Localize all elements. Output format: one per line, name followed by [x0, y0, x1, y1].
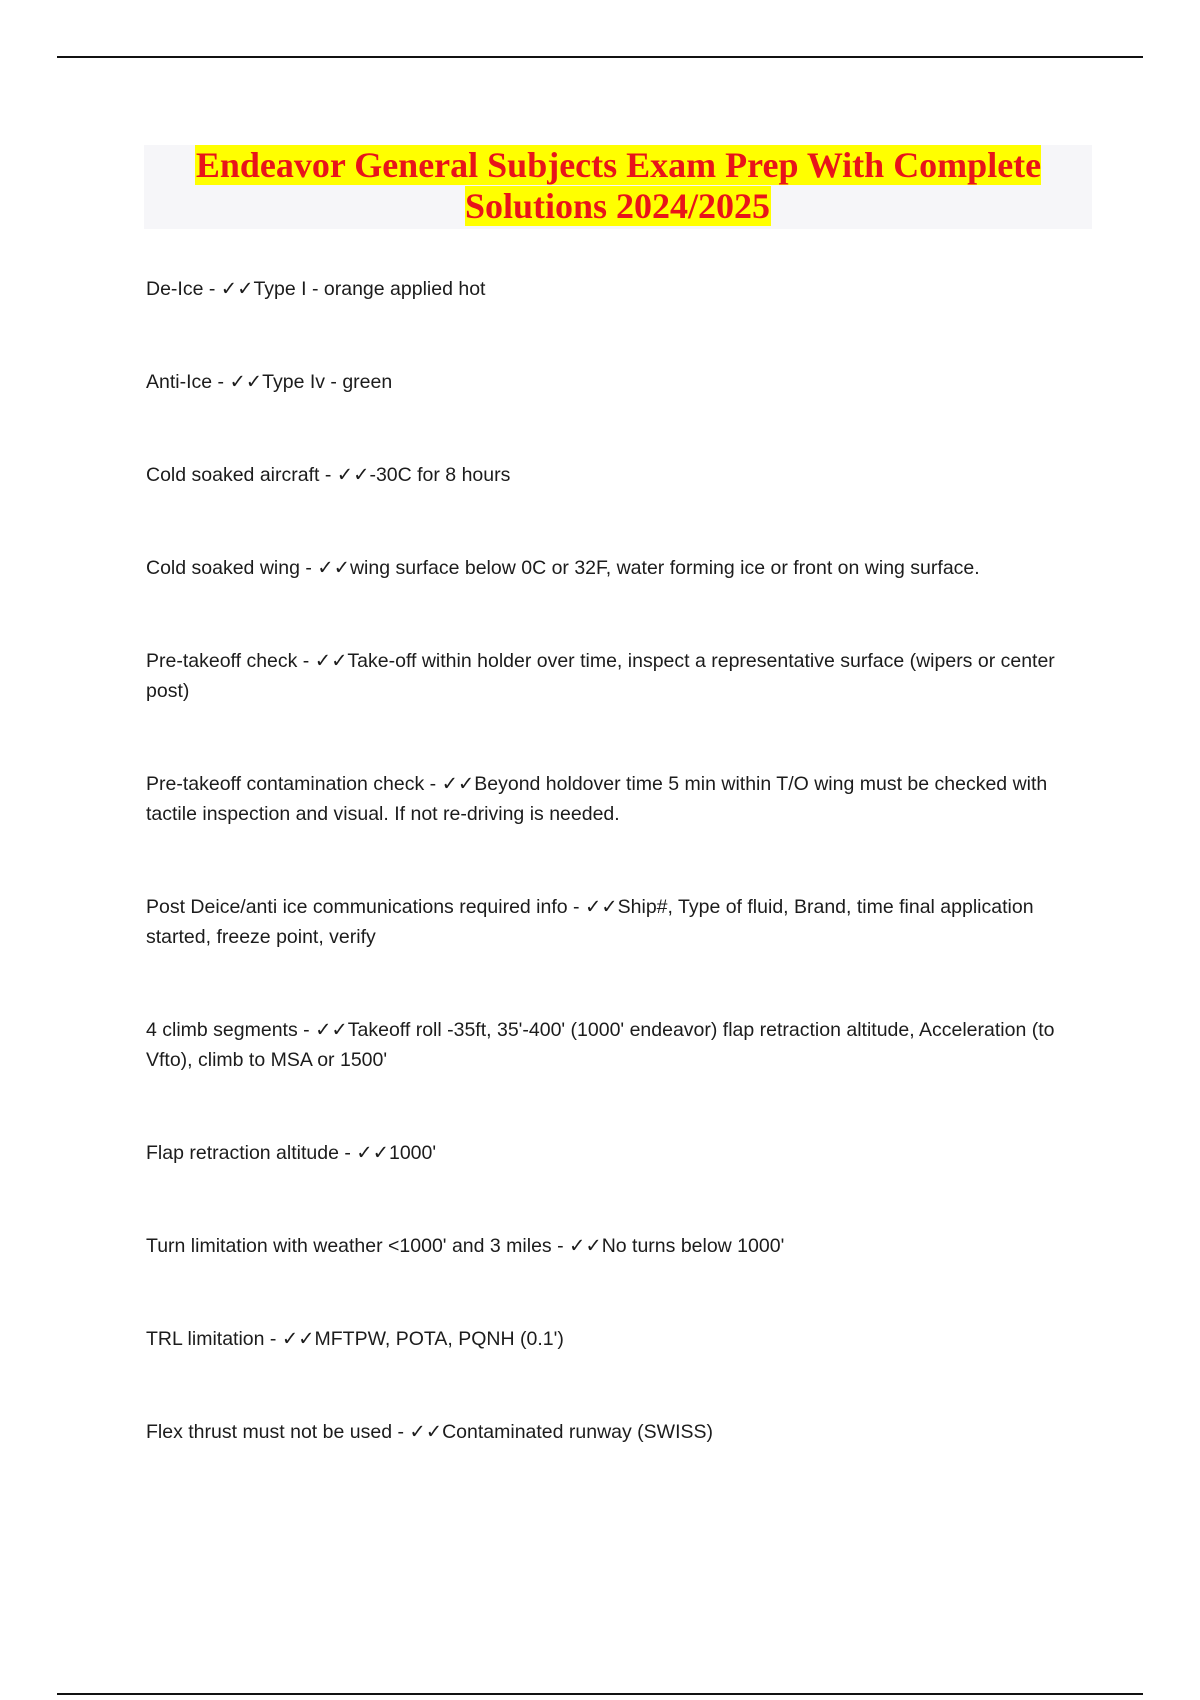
qa-answer: Type I - orange applied hot [253, 278, 486, 300]
qa-item-cold-soaked-wing [146, 553, 1086, 583]
qa-list [146, 274, 1086, 1510]
qa-answer: Ship#, Type of fluid, Brand, time final application started, freeze point, verify [146, 896, 1034, 948]
qa-term: Flap retraction altitude - [146, 1142, 356, 1164]
check-marks-icon: ✓✓ [441, 773, 475, 795]
check-marks-icon: ✓✓ [336, 464, 370, 486]
qa-answer: wing surface below 0C or 32F, water forming ice or front on wing surface. [349, 557, 980, 579]
qa-item-turn-limitation [146, 1231, 1086, 1261]
qa-term: Pre-takeoff contamination check - [146, 773, 442, 795]
bottom-divider [57, 1693, 1143, 1695]
qa-item-trl-limitation [146, 1324, 1086, 1354]
check-marks-icon: ✓✓ [229, 371, 263, 393]
check-marks-icon: ✓✓ [314, 650, 348, 672]
qa-item-anti-ice [146, 367, 1086, 397]
qa-item-cold-soaked-aircraft [146, 460, 1086, 490]
check-marks-icon: ✓✓ [356, 1142, 389, 1164]
qa-item-post-deice-communications [146, 892, 1086, 952]
qa-item-de-ice [146, 274, 1086, 304]
check-marks-icon: ✓✓ [584, 896, 618, 918]
qa-answer: Takeoff roll -35ft, 35'-400' (1000' endeavor) flap retraction altitude, Acceleration (to Vfto), climb to MSA or 1500' [146, 1019, 1055, 1071]
qa-term: Pre-takeoff check - [146, 650, 315, 672]
qa-answer: Contaminated runway (SWISS) [442, 1421, 714, 1443]
qa-term: Cold soaked aircraft - [146, 464, 337, 486]
check-marks-icon: ✓✓ [281, 1328, 315, 1350]
check-marks-icon: ✓✓ [220, 278, 254, 300]
qa-term: Flex thrust must not be used - [146, 1421, 409, 1443]
qa-term: De-Ice - [146, 278, 221, 300]
check-marks-icon: ✓✓ [409, 1421, 443, 1443]
qa-answer: Type Iv - green [262, 371, 393, 393]
qa-answer: -30C for 8 hours [369, 464, 511, 486]
title-box [144, 145, 1092, 229]
qa-answer: Take-off within holder over time, inspect a representative surface (wipers or center post) [146, 650, 1055, 702]
qa-answer: MFTPW, POTA, PQNH (0.1') [314, 1328, 564, 1350]
qa-answer: Beyond holdover time 5 min within T/O wing must be checked with tactile inspection and visual. If not re-driving is needed. [146, 773, 1048, 825]
qa-item-climb-segments [146, 1015, 1086, 1075]
qa-term: TRL limitation - [146, 1328, 282, 1350]
top-divider [57, 56, 1143, 58]
document-title: Endeavor General Subjects Exam Prep With Complete Solutions 2024/2025 [195, 145, 1042, 226]
check-marks-icon: ✓✓ [315, 1019, 348, 1041]
check-marks-icon: ✓✓ [569, 1235, 602, 1257]
qa-answer: No turns below 1000' [601, 1235, 785, 1257]
qa-answer: 1000' [388, 1142, 437, 1164]
qa-term: Anti-Ice - [146, 371, 229, 393]
qa-item-flex-thrust [146, 1417, 1086, 1447]
qa-term: Cold soaked wing - [146, 557, 317, 579]
qa-term: Post Deice/anti ice communications required info - [146, 896, 585, 918]
qa-item-pre-takeoff-contamination-check [146, 769, 1086, 829]
qa-term: Turn limitation with weather <1000' and 3 miles - [146, 1235, 569, 1257]
qa-item-pre-takeoff-check [146, 646, 1086, 706]
qa-item-flap-retraction-altitude [146, 1138, 1086, 1168]
check-marks-icon: ✓✓ [317, 557, 350, 579]
qa-term: 4 climb segments - [146, 1019, 315, 1041]
